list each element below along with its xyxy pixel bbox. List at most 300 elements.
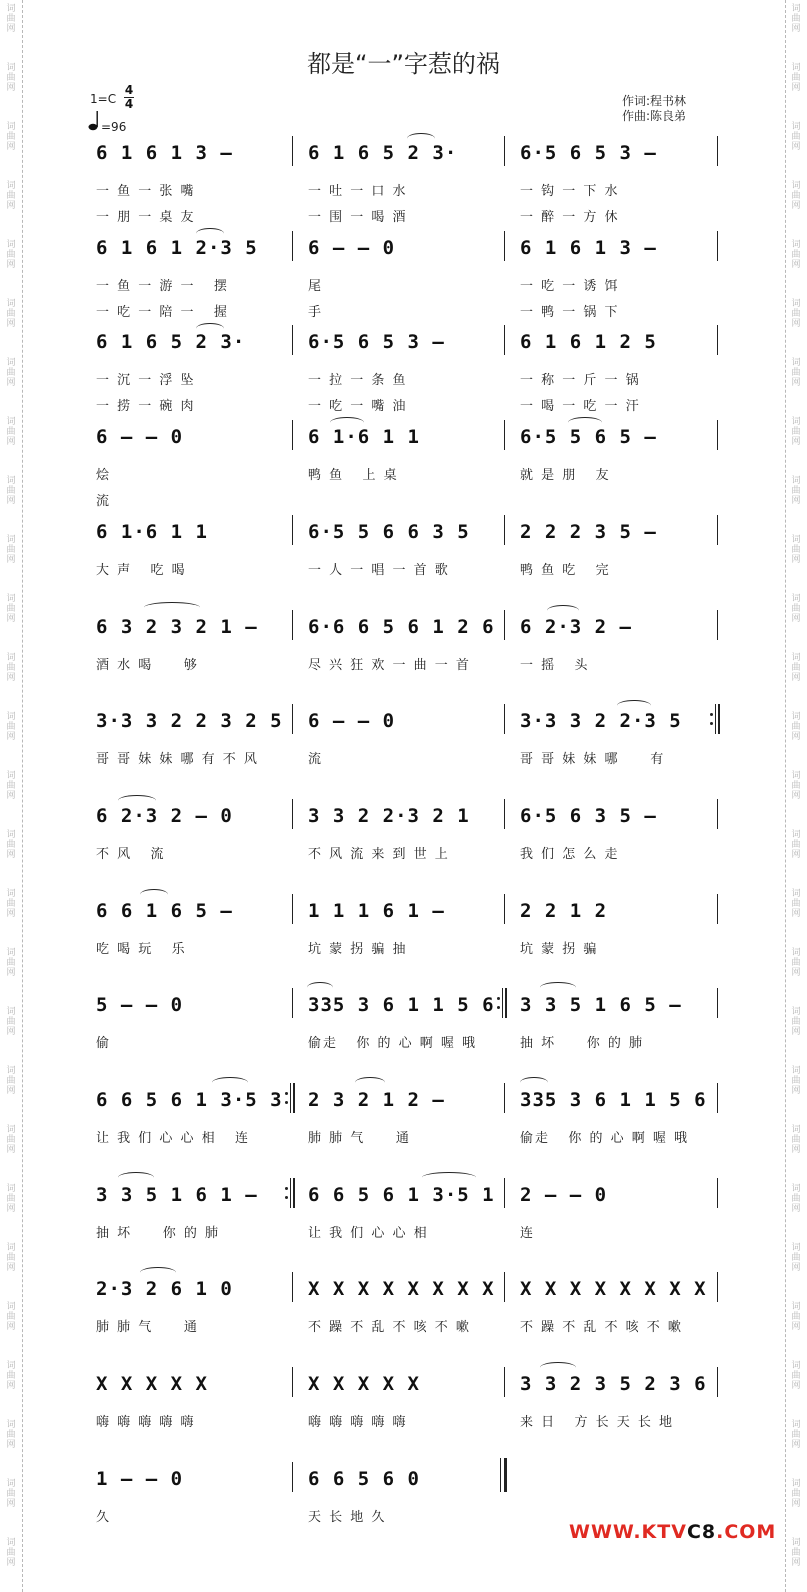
barline: [292, 1462, 293, 1492]
watermark-char: 网: [6, 1263, 16, 1273]
watermark-char: 网: [791, 1558, 801, 1568]
watermark-char: 网: [6, 968, 16, 978]
watermark-char: 网: [791, 319, 801, 329]
watermark-char: 词: [6, 1007, 16, 1017]
lyric-line: 一 鱼 一 游 一 摆: [96, 279, 229, 294]
watermark-text: [788, 653, 804, 683]
lyric-line: 嗨 嗨 嗨 嗨 嗨: [308, 1415, 408, 1430]
lyric-line: 一 人 一 唱 一 首 歌: [308, 563, 450, 578]
watermark-char: 曲: [791, 1135, 801, 1145]
watermark-char: 词: [6, 830, 16, 840]
lyric-line: 肺 肺 气 通: [308, 1131, 411, 1146]
watermark-char: 词: [6, 1361, 16, 1371]
lyric-line: 肺 肺 气 通: [96, 1320, 199, 1335]
lyric-line: 酒 水 喝 够: [96, 658, 199, 673]
watermark-char: 网: [791, 1086, 801, 1096]
watermark-char: 曲: [6, 958, 16, 968]
watermark-text: [3, 712, 19, 742]
measure-notes: 6 6 5 6 0: [308, 1468, 420, 1490]
measure-notes: 2 2 1 2: [520, 900, 608, 922]
measure-notes: 6·5 5 6 5 –: [520, 426, 657, 448]
lyric-line: 不 风 流 来 到 世 上: [308, 847, 450, 862]
barline: [504, 420, 505, 450]
measure-notes: 6·5 6 5 3 –: [520, 142, 657, 164]
watermark-char: 曲: [791, 545, 801, 555]
barline: [292, 799, 293, 829]
lyric-line: 哥 哥 妹 妹 哪 有: [520, 752, 666, 767]
watermark-char: 曲: [6, 1076, 16, 1086]
watermark-text: [788, 181, 804, 211]
watermark-char: 网: [791, 1027, 801, 1037]
watermark-char: 曲: [6, 132, 16, 142]
lyric-line: 一 朋 一 桌 友: [96, 210, 196, 225]
watermark-char: 曲: [791, 1312, 801, 1322]
lyric-line: 一 围 一 喝 酒: [308, 210, 408, 225]
watermark-text: [788, 417, 804, 447]
watermark-char: 网: [6, 555, 16, 565]
watermark-char: 词: [791, 181, 801, 191]
measure-notes: 6·5 5 6 6 3 5: [308, 521, 470, 543]
watermark-char: 网: [6, 732, 16, 742]
watermark-text: [788, 830, 804, 860]
watermark-text: [788, 476, 804, 506]
measure-notes: 6 2·3 2 – 0: [96, 805, 233, 827]
barline: [292, 325, 293, 355]
watermark-char: 词: [6, 4, 16, 14]
slur-mark: [422, 1172, 476, 1183]
measure-notes: 3 3 5 1 6 1 –: [96, 1184, 258, 1206]
lyric-line: 让 我 们 心 心 相: [308, 1226, 429, 1241]
watermark-char: 网: [791, 1263, 801, 1273]
watermark-char: 词: [791, 1007, 801, 1017]
watermark-char: 曲: [6, 1017, 16, 1027]
watermark-text: [3, 1007, 19, 1037]
watermark-char: 网: [791, 260, 801, 270]
lyric-line: 一 鱼 一 张 嘴: [96, 184, 196, 199]
watermark-char: 词: [791, 1243, 801, 1253]
watermark-char: 曲: [6, 1312, 16, 1322]
watermark-text: [3, 1066, 19, 1096]
measure-notes: 6 1·6 1 1: [96, 521, 208, 543]
watermark-char: 曲: [791, 899, 801, 909]
slur-mark: [118, 795, 156, 806]
watermark-char: 网: [791, 555, 801, 565]
watermark-char: 网: [791, 201, 801, 211]
barline: [504, 610, 505, 640]
watermark-char: 网: [6, 437, 16, 447]
watermark-char: 词: [791, 1420, 801, 1430]
watermark-char: 网: [6, 24, 16, 34]
lyric-line: 抽 坏 你 的 肺: [96, 1226, 221, 1241]
watermark-char: 词: [6, 181, 16, 191]
watermark-text: [788, 1302, 804, 1332]
watermark-char: 曲: [6, 73, 16, 83]
watermark-char: 网: [6, 1322, 16, 1332]
measure-notes: 6 2·3 2 –: [520, 616, 632, 638]
watermark-char: 词: [6, 889, 16, 899]
watermark-char: 词: [791, 122, 801, 132]
barline: [292, 1272, 293, 1302]
watermark-char: 曲: [6, 486, 16, 496]
barline: [717, 610, 718, 640]
lyric-line: 鸭 鱼 上 桌: [308, 468, 399, 483]
repeat-barline: [290, 1083, 298, 1113]
measure-notes: 335 3 6 1 1 5 6: [308, 994, 495, 1016]
slur-mark: [540, 1362, 576, 1373]
measure-notes: 3 3 2 3 5 2 3 6: [520, 1373, 707, 1395]
measure-notes: 335 3 6 1 1 5 6: [520, 1089, 707, 1111]
slur-mark: [118, 1172, 154, 1183]
watermark-char: 网: [6, 1027, 16, 1037]
watermark-char: 网: [791, 791, 801, 801]
watermark-text: [3, 358, 19, 388]
lyric-line: 吃 喝 玩 乐: [96, 942, 187, 957]
slur-mark: [144, 602, 200, 613]
lyric-line: 流: [96, 494, 112, 509]
watermark-text: [788, 1125, 804, 1155]
left-dashed-border: [22, 0, 23, 1592]
watermark-char: 词: [791, 299, 801, 309]
watermark-text: [788, 4, 804, 34]
watermark-char: 词: [791, 63, 801, 73]
slur-mark: [140, 889, 168, 900]
watermark-char: 词: [791, 948, 801, 958]
watermark-text: [3, 594, 19, 624]
measure-notes: 6 – – 0: [96, 426, 184, 448]
watermark-char: 曲: [791, 1489, 801, 1499]
watermark-char: 曲: [791, 1194, 801, 1204]
lyric-line: 烩: [96, 468, 112, 483]
watermark-char: 网: [6, 1086, 16, 1096]
watermark-char: 曲: [6, 309, 16, 319]
watermark-char: 网: [791, 909, 801, 919]
watermark-text: [3, 1125, 19, 1155]
watermark-char: 曲: [6, 545, 16, 555]
lyric-line: 尾: [308, 279, 324, 294]
lyric-line: 哥 哥 妹 妹 哪 有 不 风: [96, 752, 259, 767]
watermark-text: [3, 476, 19, 506]
watermark-text: [3, 535, 19, 565]
watermark-char: 词: [791, 476, 801, 486]
barline: [504, 231, 505, 261]
lyric-line: 流: [308, 752, 324, 767]
measure-notes: 2·3 2 6 1 0: [96, 1278, 233, 1300]
watermark-text: [3, 1243, 19, 1273]
key-signature: 1=C: [90, 92, 117, 106]
watermark-char: 词: [6, 63, 16, 73]
measure-notes: 6 1 6 1 3 –: [520, 237, 657, 259]
barline: [717, 231, 718, 261]
slur-mark: [330, 417, 364, 428]
measure-notes: 6 6 5 6 1 3·5 1: [308, 1184, 495, 1206]
measure-notes: 1 – – 0: [96, 1468, 184, 1490]
lyric-line: 连: [520, 1226, 536, 1241]
barline: [504, 1083, 505, 1113]
lyric-line: 一 拉 一 条 鱼: [308, 373, 408, 388]
lyric-line: 一 吐 一 口 水: [308, 184, 408, 199]
watermark-text: [3, 771, 19, 801]
watermark-char: 网: [6, 850, 16, 860]
lyric-line: 我 们 怎 么 走: [520, 847, 620, 862]
measure-notes: X X X X X: [308, 1373, 420, 1395]
lyric-line: 一 醉 一 方 休: [520, 210, 620, 225]
watermark-char: 曲: [791, 132, 801, 142]
lyric-line: 一 称 一 斤 一 锅: [520, 373, 641, 388]
barline: [292, 420, 293, 450]
website-part-1: WWW.KTV: [569, 1521, 687, 1543]
watermark-char: 网: [6, 614, 16, 624]
lyric-line: 偷走 你 的 心 啊 喔 哦: [308, 1036, 478, 1051]
watermark-char: 网: [791, 1322, 801, 1332]
barline: [504, 515, 505, 545]
time-signature: [124, 85, 134, 110]
watermark-text: [788, 1066, 804, 1096]
slur-mark: [520, 1077, 548, 1088]
watermark-text: [3, 889, 19, 919]
lyric-line: 抽 坏 你 的 肺: [520, 1036, 645, 1051]
watermark-char: 网: [791, 24, 801, 34]
time-signature-top: 4: [124, 83, 134, 97]
slur-mark: [568, 417, 602, 428]
barline: [717, 325, 718, 355]
watermark-char: 网: [6, 1204, 16, 1214]
watermark-text: [788, 1243, 804, 1273]
watermark-char: 词: [6, 1302, 16, 1312]
watermark-char: 词: [6, 122, 16, 132]
watermark-text: [788, 535, 804, 565]
watermark-char: 曲: [791, 1371, 801, 1381]
final-barline: [500, 1458, 508, 1492]
watermark-char: 词: [6, 240, 16, 250]
watermark-text: [788, 889, 804, 919]
slur-mark: [540, 982, 576, 993]
barline: [717, 420, 718, 450]
lyric-line: 不 风 流: [96, 847, 166, 862]
watermark-char: 网: [6, 142, 16, 152]
lyric-line: 让 我 们 心 心 相 连: [96, 1131, 251, 1146]
watermark-text: [3, 240, 19, 270]
measure-notes: X X X X X: [96, 1373, 208, 1395]
watermark-char: 词: [791, 4, 801, 14]
watermark-char: 网: [6, 378, 16, 388]
barline: [504, 1178, 505, 1208]
watermark-char: 网: [791, 496, 801, 506]
lyric-line: 大 声 吃 喝: [96, 563, 187, 578]
barline: [717, 1272, 718, 1302]
lyric-line: 坑 蒙 拐 骗: [520, 942, 599, 957]
barline: [717, 799, 718, 829]
barline: [717, 1083, 718, 1113]
watermark-char: 曲: [791, 1430, 801, 1440]
measure-notes: 6·5 6 5 3 –: [308, 331, 445, 353]
slur-mark: [196, 323, 224, 334]
measure-notes: 1 1 1 6 1 –: [308, 900, 445, 922]
barline: [504, 1272, 505, 1302]
watermark-text: [788, 1007, 804, 1037]
watermark-char: 网: [6, 1145, 16, 1155]
measure-notes: 6 1 6 5 2 3·: [96, 331, 246, 353]
watermark-char: 词: [791, 358, 801, 368]
measure-notes: 2 3 2 1 2 –: [308, 1089, 445, 1111]
watermark-char: 网: [6, 673, 16, 683]
barline: [292, 894, 293, 924]
watermark-char: 曲: [6, 368, 16, 378]
lyric-line: 一 鸭 一 锅 下: [520, 305, 620, 320]
barline: [292, 704, 293, 734]
watermark-char: 曲: [6, 250, 16, 260]
lyric-line: 一 钩 一 下 水: [520, 184, 620, 199]
quarter-note-icon: [88, 110, 100, 132]
watermark-char: 曲: [6, 1548, 16, 1558]
barline: [292, 988, 293, 1018]
barline: [292, 610, 293, 640]
watermark-char: 词: [6, 1184, 16, 1194]
watermark-char: 曲: [6, 722, 16, 732]
watermark-char: 词: [6, 299, 16, 309]
website-part-3: .COM: [716, 1521, 777, 1543]
watermark-char: 曲: [791, 781, 801, 791]
watermark-char: 曲: [6, 1135, 16, 1145]
watermark-char: 曲: [6, 427, 16, 437]
measure-notes: 6 1 6 5 2 3·: [308, 142, 458, 164]
lyric-line: 一 吃 一 陪 一 握: [96, 305, 229, 320]
watermark-char: 曲: [791, 1253, 801, 1263]
watermark-text: [788, 712, 804, 742]
watermark-char: 词: [791, 1066, 801, 1076]
watermark-char: 词: [791, 830, 801, 840]
watermark-char: 曲: [791, 663, 801, 673]
watermark-text: [3, 653, 19, 683]
watermark-char: 词: [6, 1243, 16, 1253]
watermark-text: [788, 122, 804, 152]
watermark-char: 网: [6, 496, 16, 506]
watermark-char: 网: [791, 1440, 801, 1450]
right-dashed-border: [785, 0, 786, 1592]
measure-notes: 6·5 6 3 5 –: [520, 805, 657, 827]
watermark-char: 曲: [6, 663, 16, 673]
watermark-char: 网: [791, 142, 801, 152]
watermark-char: 网: [6, 319, 16, 329]
watermark-char: 词: [6, 948, 16, 958]
lyric-line: 不 躁 不 乱 不 咳 不 嗽: [308, 1320, 471, 1335]
watermark-char: 词: [6, 594, 16, 604]
barline: [717, 1178, 718, 1208]
measure-notes: 3·3 3 2 2·3 5: [520, 710, 682, 732]
watermark-text: [3, 122, 19, 152]
measure-notes: 6 1·6 1 1: [308, 426, 420, 448]
watermark-char: 曲: [6, 1430, 16, 1440]
watermark-char: 网: [791, 673, 801, 683]
barline: [292, 136, 293, 166]
lyric-line: 坑 蒙 拐 骗 抽: [308, 942, 408, 957]
measure-notes: 6 1 6 1 2 5: [520, 331, 657, 353]
watermark-text: [3, 1184, 19, 1214]
watermark-char: 曲: [791, 309, 801, 319]
slur-mark: [547, 605, 579, 616]
slur-mark: [617, 700, 651, 711]
barline: [292, 515, 293, 545]
watermark-char: 网: [6, 260, 16, 270]
measure-notes: 6 1 6 1 3 –: [96, 142, 233, 164]
watermark-text: [3, 417, 19, 447]
measure-notes: 6 3 2 3 2 1 –: [96, 616, 258, 638]
watermark-char: 曲: [791, 191, 801, 201]
barline: [504, 325, 505, 355]
watermark-char: 词: [791, 1538, 801, 1548]
watermark-char: 词: [791, 653, 801, 663]
lyric-line: 来 日 方 长 天 长 地: [520, 1415, 675, 1430]
tempo-marking: =96: [101, 120, 127, 134]
watermark-text: [788, 240, 804, 270]
watermark-char: 网: [6, 1440, 16, 1450]
watermark-text: [788, 299, 804, 329]
watermark-char: 词: [791, 771, 801, 781]
lyric-line: 偷走 你 的 心 啊 喔 哦: [520, 1131, 690, 1146]
watermark-char: 词: [6, 535, 16, 545]
barline: [504, 894, 505, 924]
watermark-char: 词: [6, 1420, 16, 1430]
watermark-text: [3, 1420, 19, 1450]
watermark-char: 词: [6, 476, 16, 486]
watermark-char: 网: [791, 437, 801, 447]
watermark-char: 网: [791, 1204, 801, 1214]
measure-notes: 2 2 2 3 5 –: [520, 521, 657, 543]
barline: [292, 231, 293, 261]
song-title: 都是“一”字惹的祸: [307, 50, 500, 78]
measure-notes: 5 – – 0: [96, 994, 184, 1016]
watermark-text: [3, 1538, 19, 1568]
watermark-char: 曲: [791, 73, 801, 83]
measure-notes: 6 – – 0: [308, 237, 396, 259]
lyric-line: 偷: [96, 1036, 112, 1051]
website-part-2: C8: [686, 1521, 717, 1543]
measure-notes: 6 1 6 1 2·3 5: [96, 237, 258, 259]
watermark-char: 词: [791, 889, 801, 899]
watermark-char: 词: [6, 712, 16, 722]
lyric-line: 手: [308, 305, 324, 320]
watermark-char: 曲: [6, 191, 16, 201]
lyricist-credit: 作词:程书林: [622, 94, 687, 108]
barline: [504, 704, 505, 734]
slur-mark: [407, 133, 435, 144]
website-watermark: [569, 1521, 776, 1543]
watermark-char: 曲: [6, 840, 16, 850]
watermark-char: 词: [791, 712, 801, 722]
watermark-char: 网: [6, 1558, 16, 1568]
watermark-text: [788, 594, 804, 624]
watermark-char: 词: [791, 1479, 801, 1489]
slur-mark: [140, 1267, 176, 1278]
barline: [504, 799, 505, 829]
watermark-char: 词: [791, 535, 801, 545]
watermark-char: 词: [791, 417, 801, 427]
watermark-char: 网: [6, 791, 16, 801]
watermark-char: 曲: [6, 14, 16, 24]
watermark-text: [788, 358, 804, 388]
watermark-char: 曲: [791, 1076, 801, 1086]
slur-mark: [355, 1077, 385, 1088]
lyric-line: 一 吃 一 诱 饵: [520, 279, 620, 294]
watermark-text: [788, 1538, 804, 1568]
lyric-line: 一 捞 一 碗 肉: [96, 399, 196, 414]
watermark-char: 网: [791, 732, 801, 742]
watermark-text: [3, 299, 19, 329]
watermark-char: 网: [6, 201, 16, 211]
watermark-text: [3, 1361, 19, 1391]
measure-notes: 6 – – 0: [308, 710, 396, 732]
watermark-char: 曲: [791, 486, 801, 496]
watermark-text: [3, 948, 19, 978]
